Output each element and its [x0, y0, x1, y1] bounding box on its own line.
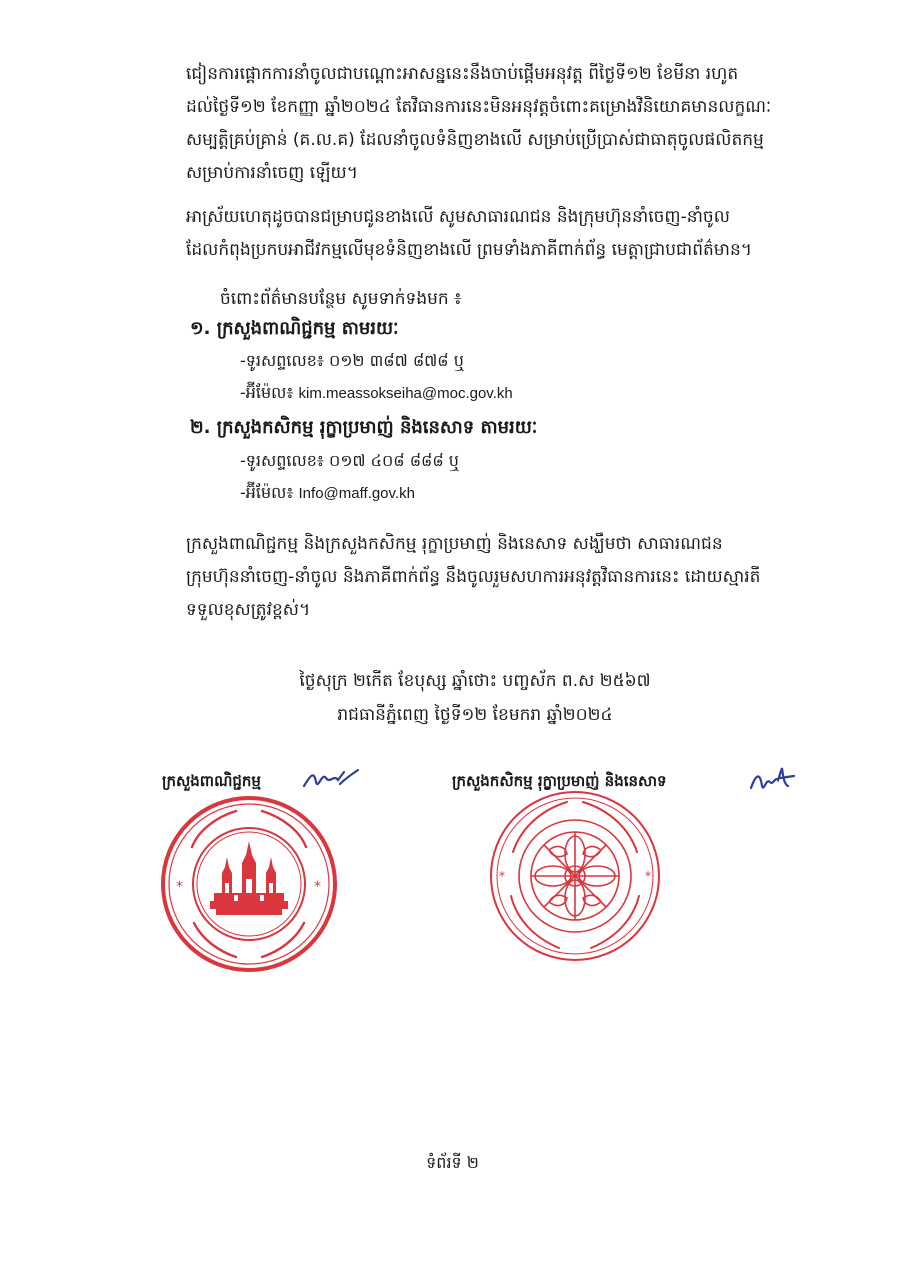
- contact-heading-commerce: ១. ក្រសួងពាណិជ្ជកម្ម តាមរយៈ: [190, 318, 399, 339]
- paragraph-line: ជៀនការផ្ដោកការនាំចូលជាបណ្ដោះអាសន្ននេះនឹងចាប់ផ្ដើមអនុវត្ត ពីថ្ងៃទី១២ ខែមីនា រហូត: [186, 64, 739, 84]
- svg-text:*: *: [176, 879, 183, 895]
- paragraph-notice: [186, 201, 798, 267]
- svg-text:*: *: [645, 869, 651, 883]
- contact-email-row-agriculture: [240, 482, 415, 506]
- contact-phone-agriculture: -ទូរសព្ទលេខ៖ ០១៧ ៤០៨ ៨៨៨ ឬ: [240, 451, 459, 470]
- paragraph-schedule: [186, 58, 798, 190]
- paragraph-line: សម្បត្តិគ្រប់គ្រាន់ (គ.ល.គ) ដែលនាំចូលទំនិញខាងលើ សម្រាប់ប្រើប្រាស់ជាធាតុចូលផលិតកម្ម: [186, 130, 764, 150]
- signature-commerce: [300, 764, 364, 794]
- paragraph-line: សម្រាប់ការនាំចេញ ឡើយ។: [186, 163, 358, 183]
- paragraph-line: ចំពោះព័ត៌មានបន្ថែម សូមទាក់ទងមក ៖: [220, 289, 462, 309]
- email-link-agriculture[interactable]: Info@maff.gov.kh: [298, 485, 415, 502]
- email-label: -អ៊ីម៉ែល៖: [240, 483, 299, 502]
- email-link-commerce[interactable]: kim.meassokseiha@moc.gov.kh: [298, 385, 513, 402]
- contact-heading-agriculture: ២. ក្រសួងកសិកម្ម រុក្ខាប្រមាញ់ និងនេសាទ តាមរយៈ: [190, 417, 538, 438]
- signatory-label-commerce: ក្រសួងពាណិជ្ជកម្ម: [162, 772, 261, 790]
- signatory-label-agriculture: ក្រសួងកសិកម្ម រុក្ខាប្រមាញ់ និងនេសាទ: [452, 772, 667, 790]
- commerce-seal: [158, 793, 340, 975]
- date-block: [250, 664, 700, 732]
- paragraph-line: ក្រសួងពាណិជ្ជកម្ម និងក្រសួងកសិកម្ម រុក្ខាប្រមាញ់ និងនេសាទ សង្ឃឹមថា សាធារណជន: [186, 534, 723, 554]
- signature-agriculture: [748, 764, 798, 798]
- paragraph-closing: [186, 528, 798, 627]
- lunar-date: ថ្ងៃសុក្រ ២កើត ខែបុស្ស ឆ្នាំថោះ បញ្ចស័ក ព.ស ២៥៦៧: [299, 671, 651, 691]
- contact-phone-commerce: -ទូរសព្ទលេខ៖ ០១២ ៣៨៧ ៨៧៨ ឬ: [240, 351, 464, 370]
- paragraph-line: ដែលកំពុងប្រកបអាជីវកម្មលើមុខទំនិញខាងលើ ព្រមទាំងភាគីពាក់ព័ន្ធ មេត្តាជ្រាបជាព័ត៌មាន។: [186, 240, 752, 260]
- contact-email-row-commerce: [240, 382, 513, 406]
- agriculture-seal: [487, 788, 663, 964]
- paragraph-line: ដល់ថ្ងៃទី១២ ខែកញ្ញា ឆ្នាំ២០២៤ តែវិធានការនេះមិនអនុវត្តចំពោះគម្រោងវិនិយោគមានលក្ខណៈ: [186, 97, 772, 117]
- page-number: ទំព័រទី ២: [426, 1153, 479, 1172]
- svg-text:*: *: [499, 869, 505, 883]
- svg-text:*: *: [314, 879, 321, 895]
- paragraph-line: ក្រុមហ៊ុននាំចេញ-នាំចូល និងភាគីពាក់ព័ន្ធ នឹងចូលរួមសហការអនុវត្តវិធានការនេះ ដោយស្មារតី: [186, 567, 761, 587]
- solar-date: រាជធានីភ្នំពេញ ថ្ងៃទី១២ ខែមករា ឆ្នាំ២០២៤: [337, 705, 613, 725]
- email-label: -អ៊ីម៉ែល៖: [240, 383, 299, 402]
- paragraph-line: ទទួលខុសត្រូវខ្ពស់។: [186, 600, 311, 620]
- paragraph-contact-intro: [220, 283, 832, 316]
- paragraph-line: អាស្រ័យហេតុដូចបានជម្រាបជូនខាងលើ សូមសាធារណជន និងក្រុមហ៊ុននាំចេញ-នាំចូល: [186, 207, 730, 227]
